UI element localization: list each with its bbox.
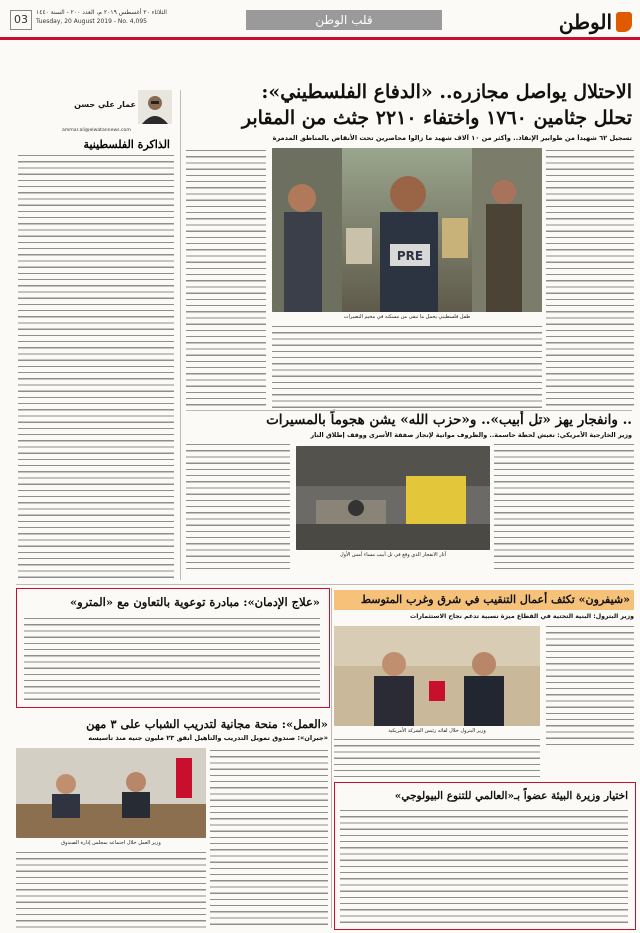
story5-body-right [210, 748, 328, 928]
dateline [36, 8, 236, 26]
logo [559, 8, 632, 36]
masthead [0, 0, 640, 62]
section-tag: قلب الوطن [246, 10, 442, 30]
column-divider [180, 90, 181, 580]
lead-body-left [186, 148, 266, 410]
story3-photo [334, 626, 540, 726]
lead-subhead: تسجيل ٦٢ شهيداً من طوابير الإنقاذ.. وأكثر من ١٠ آلاف شهيد ما زالوا محاصرين تحت الأنقاض بالمناطق المدمرة [272, 134, 632, 142]
masthead-rule [0, 37, 640, 40]
author-avatar-icon [138, 90, 172, 124]
section-divider-2 [16, 584, 634, 585]
story2-photo-image [296, 446, 490, 550]
lead-body-right [546, 148, 634, 410]
lead-headline: تحلل جثامين ١٧٦٠ واختفاء ٢٢١٠ جثث من المقابر [241, 107, 632, 129]
section-divider-1 [186, 410, 632, 411]
story5-subhead: «جبران»: صندوق تمويل التدريب والتأهيل أنفق ٢٣ مليون جنيه منذ تأسيسه [88, 734, 328, 742]
story6-body [340, 808, 628, 924]
lead-kicker: الاحتلال يواصل مجازره.. «الدفاع الفلسطيني»: [261, 81, 632, 103]
story6-headline: اختيار وزيرة البيئة عضواً بـ«العالمي للتنوع البيولوجي» [394, 790, 628, 802]
story4-body [24, 616, 320, 700]
story4-headline: «علاج الإدمان»: مبادرة توعوية بالتعاون مع «المترو» [69, 595, 320, 609]
logo-mark-icon [616, 12, 632, 32]
column-title: الذاكرة الفلسطينية [83, 138, 170, 151]
story3-subhead: وزير البترول: البنية التحتية في القطاع ميزة نسبية تدعم نجاح الاستثمارات [409, 613, 634, 620]
story5-photo-caption: وزير العمل خلال اجتماعه بمجلس إدارة الصندوق [61, 840, 161, 846]
lead-body-under-photo [272, 324, 542, 410]
column-email: ammar.ali@elwatannews.com [62, 128, 131, 133]
page-number: 03 [10, 10, 32, 30]
lead-photo-caption: طفل فلسطيني يحمل ما تبقى من مسكنه في مخيم النصيرات [343, 314, 471, 320]
column-body [18, 153, 174, 581]
story3-photo-image [334, 626, 540, 726]
story5-body-left [16, 850, 206, 928]
story5-photo [16, 748, 206, 838]
column-author: عمار علي حسن [74, 100, 136, 109]
author-photo [138, 90, 172, 124]
story5-photo-image [16, 748, 206, 838]
story3-body-lower [334, 737, 540, 777]
story2-photo [296, 446, 490, 550]
story3-headline: «شيفرون» تكثف أعمال التنقيب في شرق وغرب المتوسط [360, 593, 630, 606]
date-english: Tuesday, 20 August 2019 - No. 4,095 [36, 18, 147, 25]
story2-body-left [186, 442, 290, 574]
date-arabic: الثلاثاء ٢٠ أغسطس ٢٠١٩ م، العدد ٢٠٠ - السنة ١٤٤٠ [36, 9, 167, 16]
story2-body-right [494, 442, 634, 574]
story2-photo-caption: آثار الانفجار الذي وقع في تل أبيب مساء أمس الأول [340, 552, 446, 558]
lead-photo-image [272, 148, 542, 312]
lead-photo [272, 148, 542, 312]
story2-headline: .. وانفجار يهز «تل أبيب».. و«حزب الله» يشن هجوماً بالمسيرات [266, 412, 632, 428]
svg-text:PRE: PRE [396, 249, 424, 263]
story3-body [546, 624, 634, 748]
logo-text: الوطن [558, 10, 612, 34]
story3-photo-caption: وزير البترول خلال لقائه رئيس الشركة الأمريكية [388, 728, 486, 734]
lower-divider [331, 588, 332, 928]
story5-headline: «العمل»: منحة مجانية لتدريب الشباب على ٣ مهن [86, 717, 328, 731]
story2-subhead: وزير الخارجية الأمريكي: نعيش لحظة حاسمة.. والظروف مواتية لإنجاز صفقة الأسرى ووقف إطلاق النار [310, 431, 632, 439]
